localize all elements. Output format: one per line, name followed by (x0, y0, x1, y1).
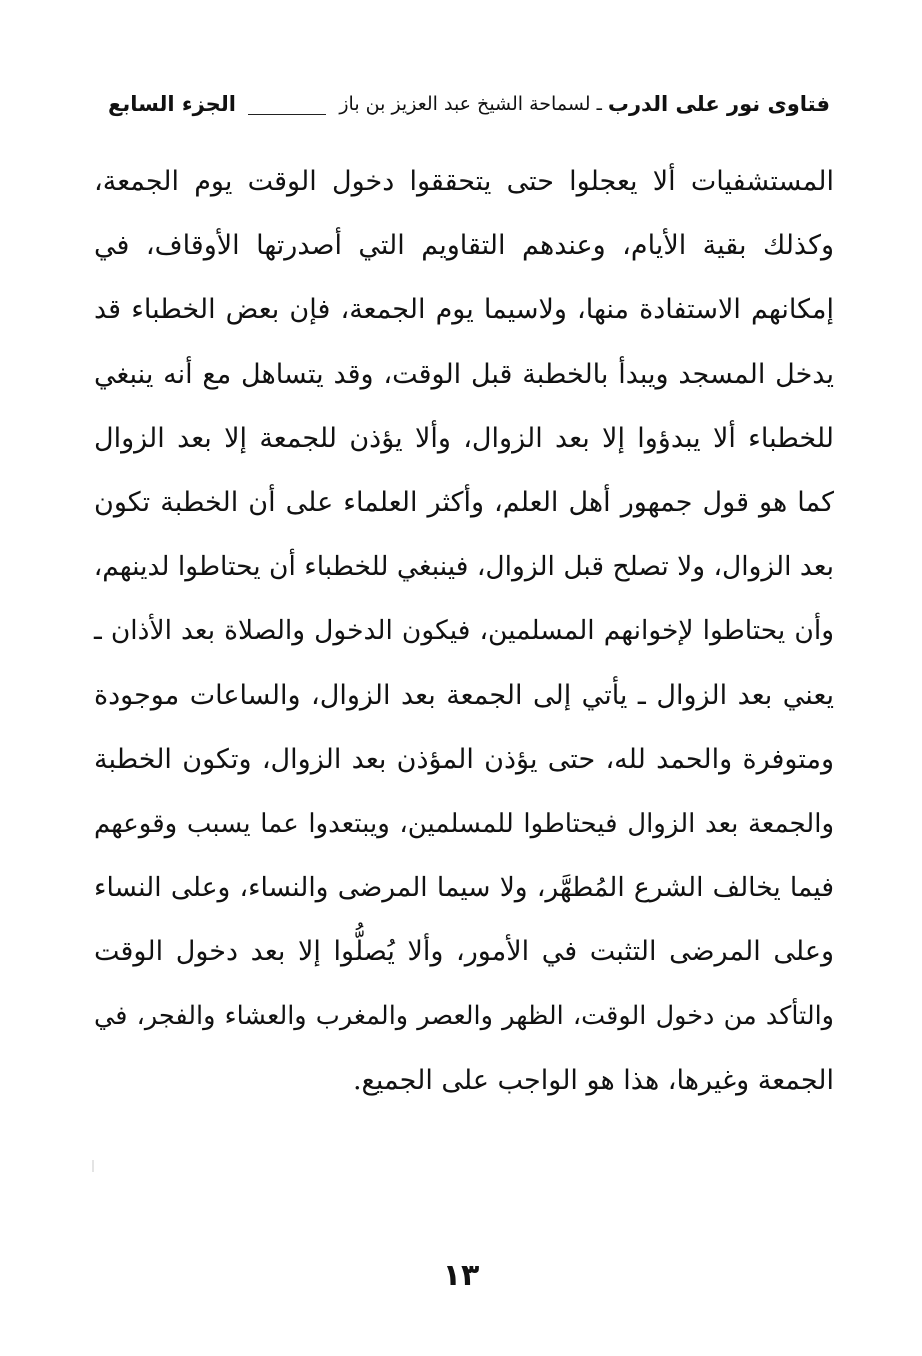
text-line: وعلى المرضى التثبت في الأمور، وألا يُصلُّوا إلا بعد دخول الوقت (94, 936, 834, 968)
text-line: يعني بعد الزوال ـ يأتي إلى الجمعة بعد الزوال، والساعات موجودة (94, 679, 834, 711)
text-line: وأن يحتاطوا لإخوانهم المسلمين، فيكون الدخول والصلاة بعد الأذان ـ (94, 615, 834, 647)
text-line: للخطباء ألا يبدؤوا إلا بعد الزوال، وألا يؤذن للجمعة إلا بعد الزوال (94, 422, 834, 454)
header-rule (248, 114, 326, 115)
text-line: والجمعة بعد الزوال فيحتاطوا للمسلمين، ويبتعدوا عما يسبب وقوعهم (94, 808, 834, 839)
header-volume-info (108, 92, 332, 116)
text-line: إمكانهم الاستفادة منها، ولاسيما يوم الجمعة، فإن بعض الخطباء قد (94, 294, 834, 326)
header-book-info (339, 92, 830, 116)
author-credit: لسماحة الشيخ عبد العزيز بن باز (339, 93, 591, 115)
text-line: المستشفيات ألا يعجلوا حتى يتحققوا دخول الوقت يوم الجمعة، (94, 166, 834, 197)
volume-label: الجزء السابع (108, 92, 236, 116)
header-separator: ـ (596, 93, 602, 115)
text-line-last: الجمعة وغيرها، هذا هو الواجب على الجميع. (352, 1064, 834, 1096)
text-line: فيما يخالف الشرع المُطهَّر، ولا سيما المرضى والنساء، وعلى النساء (94, 872, 834, 904)
running-header (108, 84, 830, 124)
body-text (94, 150, 834, 1113)
text-line: يدخل المسجد ويبدأ بالخطبة قبل الوقت، وقد يتساهل مع أنه ينبغي (94, 358, 834, 390)
page-number: ١٣ (442, 1258, 480, 1293)
text-line: وكذلك بقية الأيام، وعندهم التقاويم التي أصدرتها الأوقاف، في (94, 230, 834, 262)
scan-mark (92, 1160, 94, 1172)
text-line: بعد الزوال، ولا تصلح قبل الزوال، فينبغي للخطباء أن يحتاطوا لدينهم، (93, 551, 834, 583)
book-title: فتاوى نور على الدرب (607, 92, 830, 116)
text-line: كما هو قول جمهور أهل العلم، وأكثر العلماء على أن الخطبة تكون (94, 486, 834, 518)
text-line: ومتوفرة والحمد لله، حتى يؤذن المؤذن بعد الزوال، وتكون الخطبة (94, 743, 834, 775)
text-line: والتأكد من دخول الوقت، الظهر والعصر والمغرب والعشاء والفجر، في (94, 1001, 834, 1032)
